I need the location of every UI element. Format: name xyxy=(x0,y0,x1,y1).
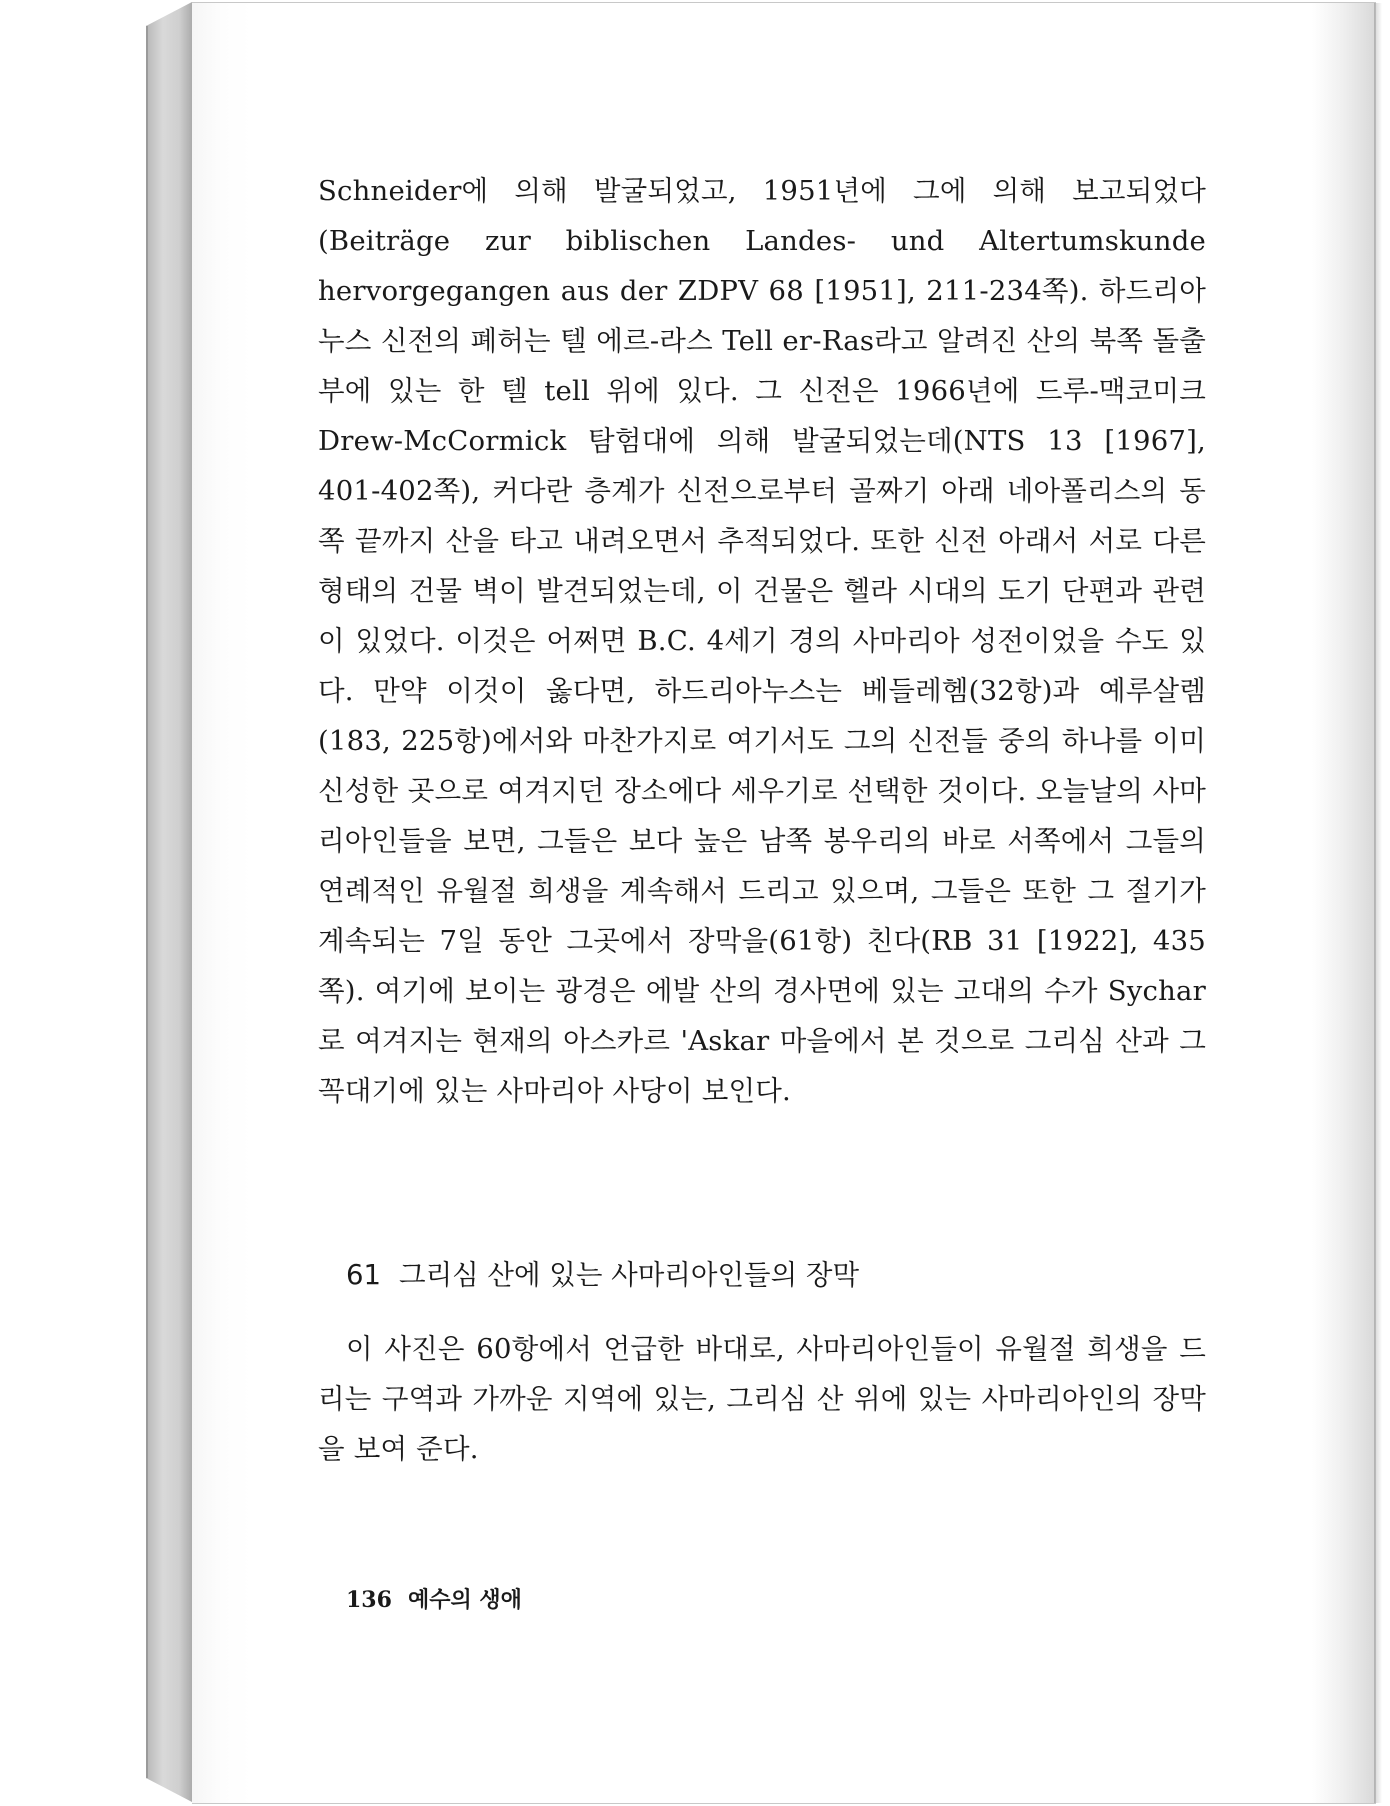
section-heading xyxy=(346,1250,859,1300)
body-text-block xyxy=(318,166,1206,1116)
page-number: 136 xyxy=(346,1587,392,1613)
caption-paragraph: 이 사진은 60항에서 언급한 바대로, 사마리아인들이 유월절 희생을 드리는 구역과 가까운 지역에 있는, 그리심 산 위에 있는 사마리아인의 장막을 보여 준다. xyxy=(318,1333,1206,1465)
spine-edge xyxy=(146,26,148,1778)
page-footer xyxy=(346,1583,522,1617)
section-number: 61 xyxy=(346,1259,381,1291)
running-title: 예수의 생애 xyxy=(407,1587,522,1613)
page-edge-shadow xyxy=(1374,3,1382,1803)
caption-text-block xyxy=(318,1324,1206,1474)
section-title: 그리심 산에 있는 사마리아인들의 장막 xyxy=(399,1259,860,1291)
body-paragraph: Schneider에 의해 발굴되었고, 1951년에 그에 의해 보고되었다(Beiträge zur biblischen Landes- und Altertumskunde hervorgegangen aus der ZDPV 68 [1951], 211-234쪽). 하드리아누스 신전의 폐허는 텔 에르-라스 Tell er-Ras라고 알려진 산의 북쪽 돌출부에 있는 한 텔 tell 위에 있다. 그 신전은 1966년에 드루-맥코미크 Drew-McCormick 탐험대에 의해 발굴되었는데(NTS 13 [1967], 401-402쪽), 커다란 층계가 신전으로부터 골짜기 아래 네아폴리스의 동쪽 끝까지 산을 타고 내려오면서 추적되었다. 또한 신전 아래서 서로 다른 형태의 건물 벽이 발견되었는데, 이 건물은 헬라 시대의 도기 단편과 관련이 있었다. 이것은 어쩌면 B.C. 4세기 경의 사마리아 성전이었을 수도 있다. 만약 이것이 옳다면, 하드리아누스는 베들레헴(32항)과 예루살렘(183, 225항)에서와 마찬가지로 여기서도 그의 신전들 중의 하나를 이미 신성한 곳으로 여겨지던 장소에다 세우기로 선택한 것이다. 오늘날의 사마리아인들을 보면, 그들은 보다 높은 남쪽 봉우리의 바로 서쪽에서 그들의 연례적인 유월절 희생을 계속해서 드리고 있으며, 그들은 또한 그 절기가 계속되는 7일 동안 그곳에서 장막을(61항) 친다(RB 31 [1922], 435쪽). 여기에 보이는 광경은 에발 산의 경사면에 있는 고대의 수가 Sychar로 여겨지는 현재의 아스카르 'Askar 마을에서 본 것으로 그리심 산과 그 꼭대기에 있는 사마리아 사당이 보인다. xyxy=(318,175,1206,1107)
book-spine xyxy=(146,2,193,1802)
